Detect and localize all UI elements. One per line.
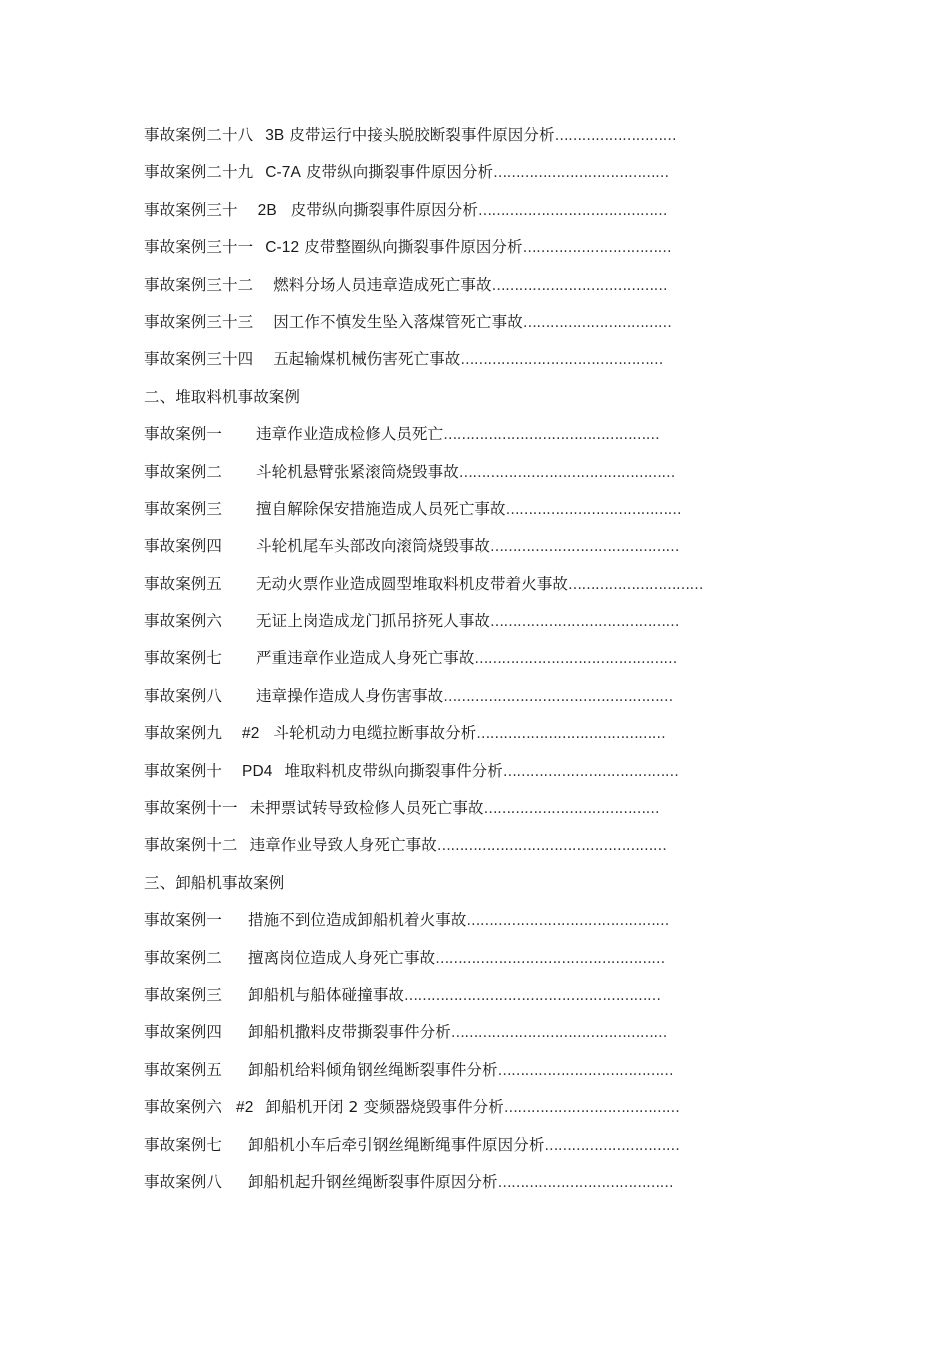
leader-dots: ……………………………………: [490, 614, 680, 631]
case-title: 擅离岗位造成人身死亡事故: [248, 948, 436, 967]
case-code: 3B: [265, 127, 285, 144]
toc-entry[interactable]: [144, 307, 784, 344]
toc-entry[interactable]: [144, 531, 784, 568]
case-label: 事故案例三十三: [144, 312, 254, 331]
leader-dots: …………………………………………………: [404, 987, 661, 1004]
case-title: 燃料分场人员违章造成死亡事故: [273, 275, 492, 294]
case-title: 措施不到位造成卸船机着火事故: [248, 911, 467, 930]
toc-entry[interactable]: [144, 494, 784, 531]
toc-entry[interactable]: [144, 905, 784, 942]
case-label: 事故案例十二: [144, 836, 238, 855]
case-title: 斗轮机尾车头部改向滚筒烧毁事故: [256, 537, 491, 556]
leader-dots: …………………………………: [497, 1062, 674, 1079]
toc-entry[interactable]: [144, 718, 784, 755]
case-label: 事故案例一: [144, 425, 223, 444]
case-code: C-7A: [265, 164, 301, 182]
case-title: 违章作业造成检修人员死亡: [256, 425, 444, 444]
toc-entry[interactable]: [144, 606, 784, 643]
toc-entry[interactable]: [144, 232, 784, 269]
section-heading: 三、卸船机事故案例: [144, 873, 285, 892]
toc-entry[interactable]: [144, 419, 784, 456]
leader-dots: …………………………………………: [450, 1025, 667, 1042]
case-title: 卸船机起升钢丝绳断裂事件原因分析: [248, 1172, 498, 1191]
toc-entry[interactable]: [144, 1092, 784, 1129]
case-title: 严重违章作业造成人身死亡事故: [256, 649, 475, 668]
case-label: 事故案例四: [144, 1023, 223, 1042]
case-code: #2: [236, 1099, 254, 1117]
case-code: 2B: [257, 201, 277, 219]
leader-dots: …………………………: [568, 576, 704, 593]
case-label: 事故案例九: [144, 724, 223, 743]
case-label: 事故案例二: [144, 948, 223, 967]
toc-entry[interactable]: [144, 120, 784, 157]
case-title: 因工作不慎发生坠入落煤管死亡事故: [273, 312, 523, 331]
toc-entry[interactable]: [144, 157, 784, 194]
case-title: 无证上岗造成龙门抓吊挤死人事故: [256, 612, 491, 631]
case-title: 未押票试转导致检修人员死亡事故: [249, 799, 484, 818]
toc-entry[interactable]: [144, 1017, 784, 1054]
case-label: 事故案例五: [144, 1060, 223, 1079]
table-of-contents: [144, 120, 784, 1204]
toc-entry[interactable]: [144, 1055, 784, 1092]
leader-dots: …………………………………: [497, 1174, 674, 1191]
case-title: 卸船机给料倾角钢丝绳断裂事件分析: [248, 1060, 498, 1079]
leader-dots: ……………………………………: [476, 726, 666, 743]
toc-entry[interactable]: [144, 830, 784, 867]
toc-entry[interactable]: [144, 980, 784, 1017]
case-title: 违章操作造成人身伤害事故: [256, 686, 444, 705]
case-title: 卸船机开闭 2 变频器烧毁事件分析: [265, 1098, 504, 1117]
toc-entry[interactable]: [144, 756, 784, 793]
case-label: 事故案例十: [144, 761, 223, 780]
leader-dots: ……………………………: [522, 314, 672, 331]
leader-dots: …………………………………: [483, 801, 660, 818]
case-title: 皮带纵向撕裂事件原因分析: [290, 200, 478, 219]
toc-entry[interactable]: [144, 569, 784, 606]
leader-dots: ……………………………: [522, 240, 672, 257]
leader-dots: ………………………………………: [474, 651, 677, 668]
case-title: 卸船机小车后牵引钢丝绳断绳事件原因分析: [248, 1135, 545, 1154]
leader-dots: …………………………………: [503, 1100, 680, 1117]
leader-dots: ……………………………………: [477, 202, 667, 219]
case-title: 违章作业导致人身死亡事故: [249, 836, 437, 855]
case-title: 皮带纵向撕裂事件原因分析: [305, 163, 494, 182]
case-code: C-12: [265, 239, 300, 257]
case-code: #2: [242, 725, 260, 743]
leader-dots: …………………………………………: [458, 464, 675, 481]
case-title: 皮带运行中接头脱胶断裂事件原因分析: [289, 126, 555, 144]
leader-dots: …………………………………: [505, 501, 682, 518]
toc-entry[interactable]: [144, 681, 784, 718]
toc-entry[interactable]: [144, 1167, 784, 1204]
case-label: 事故案例二十八: [144, 126, 254, 144]
leader-dots: …………………………………: [491, 277, 668, 294]
case-label: 事故案例二十九: [144, 163, 254, 182]
case-label: 事故案例十一: [144, 799, 238, 818]
leader-dots: …………………………………: [502, 763, 679, 780]
section-heading: 二、堆取料机事故案例: [144, 387, 301, 406]
case-label: 事故案例七: [144, 649, 223, 668]
toc-entry[interactable]: [144, 344, 784, 381]
case-title: 擅自解除保安措施造成人员死亡事故: [256, 499, 506, 518]
leader-dots: ……………………………………………: [435, 950, 665, 967]
leader-dots: …………………………: [544, 1137, 680, 1154]
case-label: 事故案例七: [144, 1135, 223, 1154]
case-label: 事故案例八: [144, 686, 223, 705]
leader-dots: ………………………………………: [466, 913, 669, 930]
toc-entry[interactable]: [144, 943, 784, 980]
case-label: 事故案例四: [144, 537, 223, 556]
leader-dots: ………………………: [554, 128, 677, 144]
case-label: 事故案例五: [144, 574, 223, 593]
case-label: 事故案例三: [144, 985, 223, 1004]
toc-entry[interactable]: [144, 1130, 784, 1167]
case-label: 事故案例八: [144, 1172, 223, 1191]
leader-dots: ……………………………………………: [436, 838, 667, 855]
case-title: 五起输煤机械伤害死亡事故: [273, 350, 461, 369]
case-code: PD4: [242, 762, 273, 780]
toc-entry[interactable]: [144, 793, 784, 830]
toc-entry[interactable]: [144, 457, 784, 494]
case-label: 事故案例三十: [144, 200, 238, 219]
leader-dots: …………………………………………: [443, 427, 660, 444]
case-label: 事故案例三十二: [144, 275, 254, 294]
leader-dots: ……………………………………………: [443, 688, 673, 705]
case-title: 卸船机与船体碰撞事故: [248, 985, 405, 1004]
case-title: 斗轮机悬臂张紧滚筒烧毁事故: [256, 462, 459, 481]
case-label: 事故案例六: [144, 612, 223, 631]
case-title: 卸船机撒料皮带撕裂事件分析: [248, 1023, 451, 1042]
case-label: 事故案例三: [144, 499, 223, 518]
case-label: 事故案例三十四: [144, 350, 254, 369]
toc-entry[interactable]: [144, 270, 784, 307]
case-title: 斗轮机动力电缆拉断事故分析: [273, 724, 477, 743]
case-title: 皮带整圈纵向撕裂事件原因分析: [304, 238, 523, 257]
toc-entry[interactable]: [144, 195, 784, 232]
leader-dots: ……………………………………: [490, 539, 680, 556]
toc-entry[interactable]: [144, 643, 784, 680]
case-label: 事故案例一: [144, 911, 223, 930]
case-title: 堆取料机皮带纵向撕裂事件分析: [284, 761, 503, 780]
case-label: 事故案例三十一: [144, 238, 254, 257]
case-label: 事故案例二: [144, 462, 223, 481]
case-title: 无动火票作业造成圆型堆取料机皮带着火事故: [256, 574, 569, 593]
leader-dots: …………………………………: [493, 165, 669, 182]
case-label: 事故案例六: [144, 1098, 223, 1117]
leader-dots: ………………………………………: [460, 352, 663, 369]
